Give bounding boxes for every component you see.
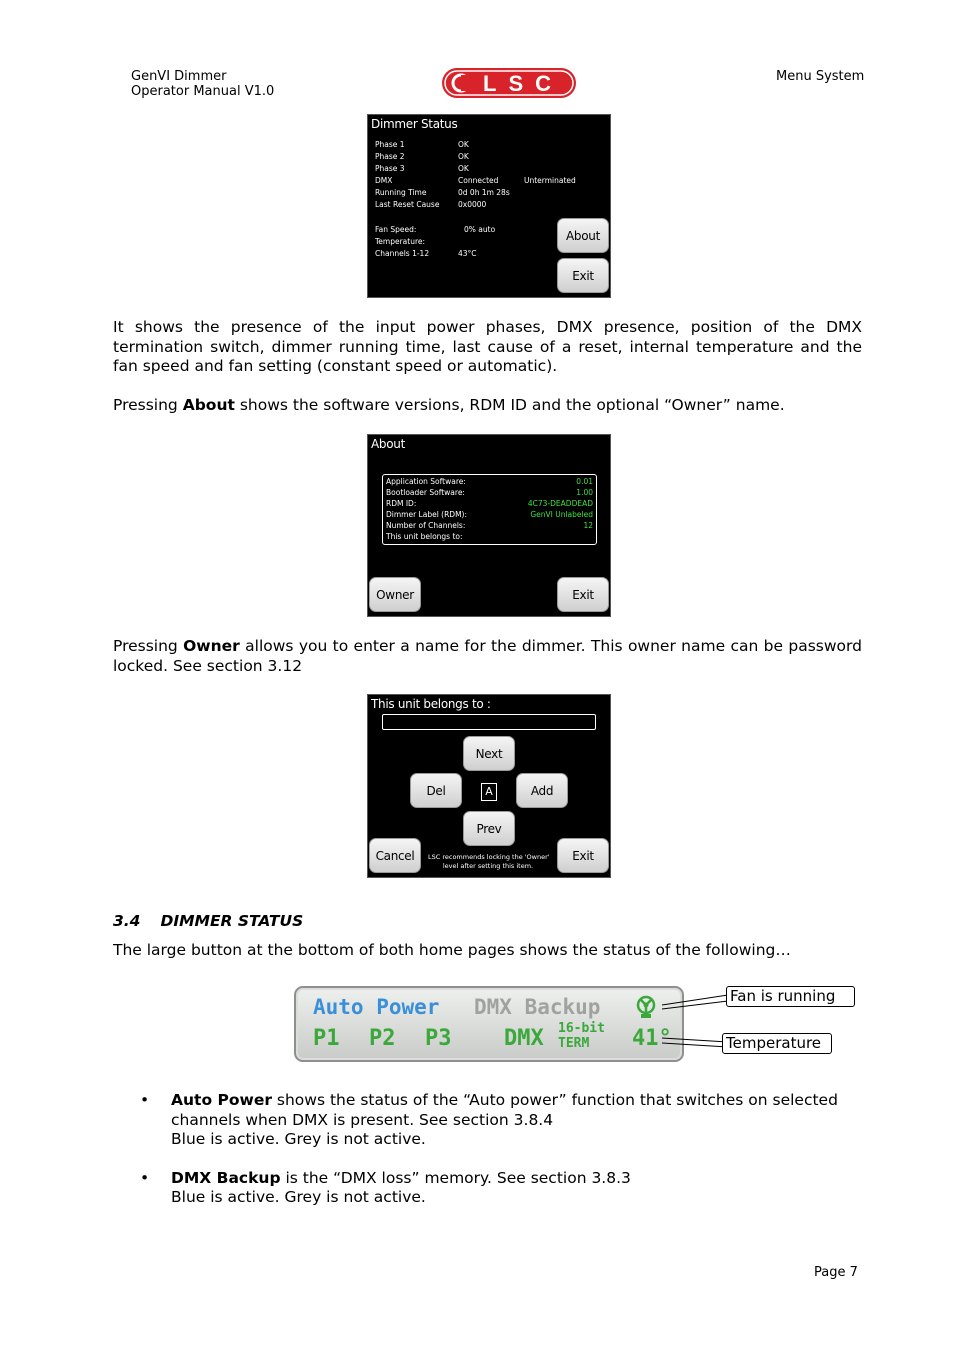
- owner-button[interactable]: Owner: [369, 577, 421, 612]
- add-button[interactable]: Add: [516, 773, 568, 808]
- dimmer-status-screen: [367, 114, 611, 298]
- paragraph: It shows the presence of the input power phases, DMX presence, position of the DMX termination switch, dimmer running time, last cause of a reset, internal temperature and the fan speed and fan setting (constant speed or automatic).: [113, 318, 862, 375]
- status-value: OK: [458, 164, 469, 173]
- status-extra: Unterminated: [524, 176, 576, 185]
- info-value: GenVI Unlabeled: [530, 510, 593, 519]
- lsc-logo: [441, 67, 577, 99]
- bold-term: Auto Power: [171, 1091, 272, 1109]
- status-value: Connected: [458, 176, 499, 185]
- status-value: 0x0000: [458, 200, 487, 209]
- status-label: Fan Speed:: [375, 225, 417, 234]
- text: Blue is active. Grey is not active.: [171, 1130, 426, 1148]
- screen-title: This unit belongs to :: [371, 697, 491, 711]
- del-button[interactable]: Del: [410, 773, 462, 808]
- info-value: 12: [583, 521, 593, 530]
- status-label: Phase 1: [375, 140, 405, 149]
- info-value: 0.01: [576, 477, 593, 486]
- phase-1-indicator: P1: [313, 1026, 340, 1051]
- list-item: [113, 1169, 862, 1208]
- header-right: Menu System: [776, 69, 865, 84]
- status-label: Last Reset Cause: [375, 200, 440, 209]
- exit-button[interactable]: Exit: [557, 258, 609, 293]
- bullet-icon: •: [140, 1091, 150, 1109]
- about-button[interactable]: About: [557, 218, 609, 253]
- info-label: This unit belongs to:: [386, 532, 463, 541]
- callout-leaders: [660, 985, 730, 1060]
- header-left: [131, 69, 274, 99]
- status-value: OK: [458, 152, 469, 161]
- page-number: Page 7: [814, 1265, 858, 1280]
- fan-icon: [635, 995, 657, 1019]
- about-screen: [367, 434, 611, 617]
- lock-note-line2: level after setting this item.: [442, 862, 534, 870]
- status-label: DMX: [375, 176, 393, 185]
- dmx-termination: TERM: [558, 1036, 590, 1051]
- status-value: 43°C: [458, 249, 477, 258]
- info-panel: [382, 474, 597, 545]
- info-label: Number of Channels:: [386, 521, 466, 530]
- fan-leader-line: [662, 995, 728, 1009]
- doc-subtitle: Operator Manual V1.0: [131, 84, 275, 99]
- screen-title: Dimmer Status: [371, 117, 458, 131]
- info-value: 4C73-DEADDEAD: [527, 499, 593, 508]
- phase-2-indicator: P2: [369, 1026, 396, 1051]
- status-label: Running Time: [375, 188, 427, 197]
- paragraph: The large button at the bottom of both home pages shows the status of the following…: [113, 941, 791, 959]
- info-label: Application Software:: [386, 477, 466, 486]
- exit-button[interactable]: Exit: [557, 838, 609, 873]
- doc-title: GenVI Dimmer: [131, 69, 227, 84]
- svg-text:LSC: LSC: [483, 71, 563, 96]
- section-title: DIMMER STATUS: [160, 912, 304, 930]
- text: shows the status of the “Auto power” function that switches on selected channels when DMX is present. See section 3.8.4: [171, 1091, 838, 1129]
- next-button[interactable]: Next: [463, 736, 515, 771]
- section-number: 3.4: [113, 912, 141, 930]
- bullet-icon: •: [140, 1168, 150, 1187]
- text: allows you to enter a name for the dimmer. This owner name can be password locked. See section 3.12: [113, 637, 862, 675]
- status-value: 0% auto: [464, 225, 496, 234]
- status-bullets: [113, 1091, 862, 1208]
- cancel-button[interactable]: Cancel: [369, 838, 421, 873]
- status-value: 0d 0h 1m 28s: [458, 188, 510, 197]
- status-label: Phase 2: [375, 152, 405, 161]
- text: Blue is active. Grey is not active.: [171, 1188, 426, 1206]
- temperature-leader-line: [662, 1038, 728, 1047]
- bold-term: Owner: [183, 637, 240, 655]
- char-selector[interactable]: A: [481, 783, 497, 801]
- status-button[interactable]: [294, 986, 684, 1062]
- screen-title: About: [371, 437, 405, 451]
- dmx-bit-depth: 16-bit: [558, 1021, 605, 1036]
- bold-term: About: [182, 396, 235, 414]
- info-value: 1.00: [576, 488, 593, 497]
- phase-3-indicator: P3: [425, 1026, 452, 1051]
- lock-note-line1: LSC recommends locking the 'Owner': [428, 853, 550, 861]
- paragraph: [113, 637, 862, 676]
- status-value: OK: [458, 140, 469, 149]
- temperature-callout: Temperature: [722, 1033, 832, 1054]
- text: shows the software versions, RDM ID and the optional “Owner” name.: [234, 396, 785, 414]
- text: Pressing: [113, 637, 184, 655]
- text: is the “DMX loss” memory. See section 3.8.3: [280, 1168, 631, 1187]
- info-label: RDM ID:: [386, 499, 417, 508]
- info-label: Dimmer Label (RDM):: [386, 510, 468, 519]
- paragraph: [113, 396, 862, 416]
- auto-power-indicator: Auto Power: [313, 995, 440, 1019]
- fan-callout: Fan is running: [726, 986, 855, 1007]
- list-item: [113, 1091, 862, 1150]
- exit-button[interactable]: Exit: [557, 577, 609, 612]
- status-label: Channels 1-12: [375, 249, 430, 258]
- info-label: Bootloader Software:: [386, 488, 465, 497]
- text: Pressing: [113, 396, 183, 414]
- status-label: Temperature:: [375, 237, 426, 246]
- dmx-backup-indicator: DMX Backup: [474, 995, 601, 1019]
- temperature-indicator: 41°: [632, 1026, 672, 1051]
- section-heading: [113, 911, 303, 931]
- bold-term: DMX Backup: [171, 1168, 281, 1187]
- status-label: Phase 3: [375, 164, 405, 173]
- dmx-indicator: DMX: [504, 1026, 544, 1051]
- prev-button[interactable]: Prev: [463, 811, 515, 846]
- owner-name-input[interactable]: [382, 714, 596, 730]
- owner-entry-screen: [367, 694, 611, 878]
